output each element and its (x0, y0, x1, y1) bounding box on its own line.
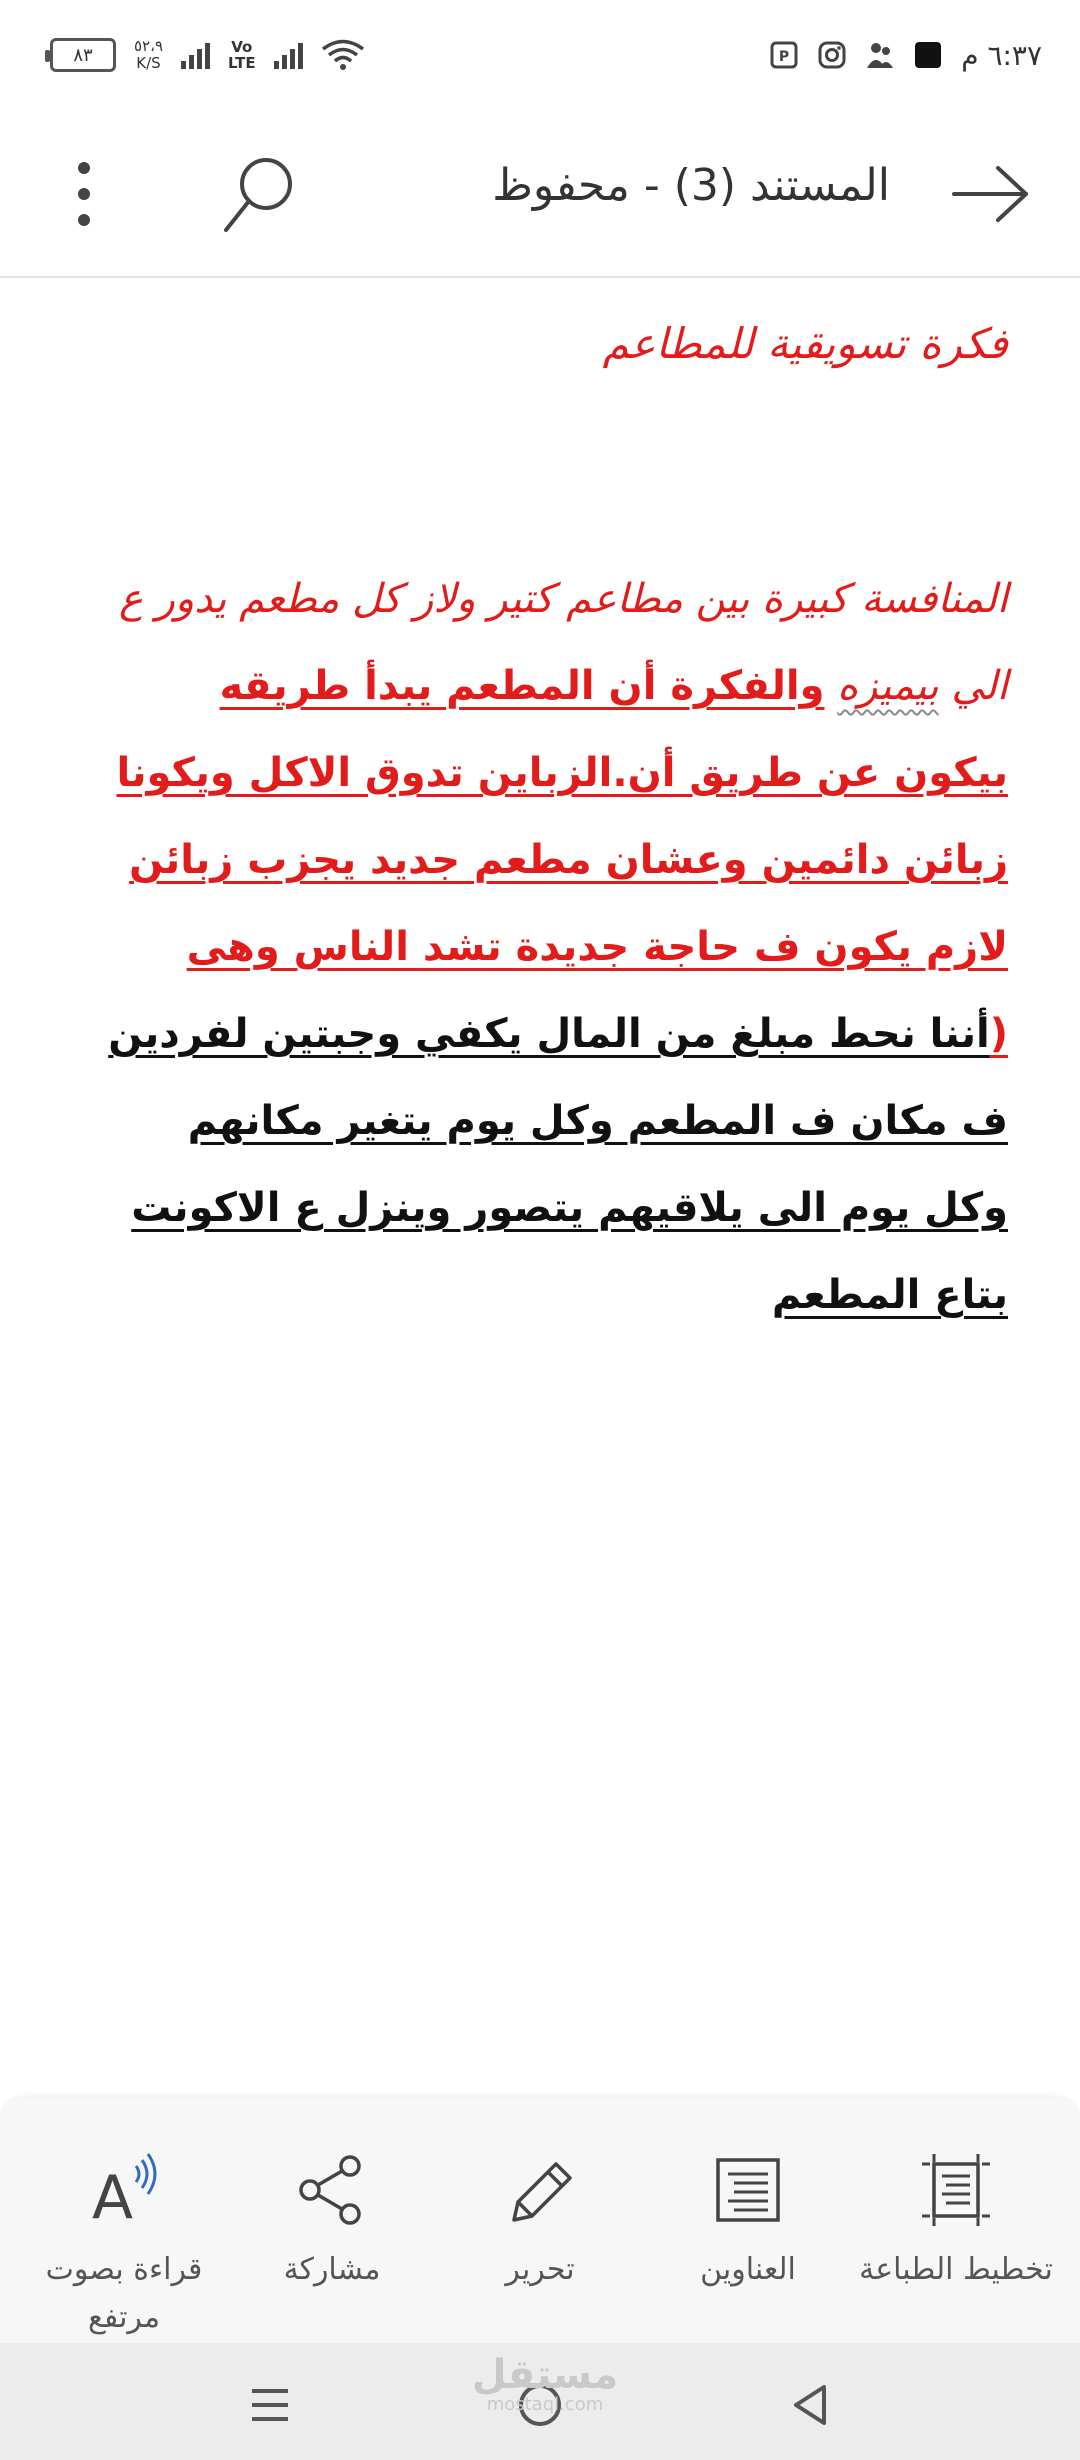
read-aloud-label: قراءة بصوت مرتفع (45, 2252, 203, 2335)
headings-icon (708, 2150, 788, 2230)
search-icon[interactable] (220, 152, 300, 236)
volte-top: Vo (231, 38, 253, 56)
menu-nav-icon[interactable] (240, 2375, 300, 2435)
bottom-toolbar (0, 2098, 1080, 2343)
volte-bottom: LTE (228, 54, 256, 72)
document-title: المستند (3) - محفوظ (492, 160, 890, 211)
watermark-logo (470, 2353, 620, 2413)
share-label: مشاركة (283, 2252, 381, 2287)
paragraph-black-bold: أننا نحط مبلغ من المال يكفي وجبتين لفردين ف مكان ف المطعم وكل يوم يتغير مكانهم وكل يوم الى يلاقيهم يتصور وينزل ع الاكونت بتاع المطعم (108, 1011, 1008, 1318)
document-body[interactable] (96, 290, 1008, 1339)
paragraph-red-bold: والفكرة أن المطعم يبدأ طريقه بيكون عن طريق أن.الزباين تدوق الاكل ويكونا زبائن دائمين وعشان مطعم جديد يجزب زبائن لازم يكون ف حاجة جديدة تشد الناس وهى ( (116, 663, 1008, 1057)
status-left-group (50, 38, 365, 72)
share-icon (292, 2150, 372, 2230)
battery-icon (50, 38, 116, 72)
net-speed (134, 38, 163, 72)
back-arrow-icon[interactable] (950, 162, 1030, 226)
headings-label: العناوين (700, 2252, 796, 2287)
net-speed-value: ٥٢،٩ (134, 37, 164, 55)
watermark-sub: mostaql.com (486, 2394, 604, 2415)
back-nav-icon[interactable] (780, 2375, 840, 2435)
headings-button[interactable] (648, 2150, 848, 2343)
signal-icon (181, 41, 210, 69)
edit-button[interactable] (440, 2150, 640, 2343)
status-right-group (769, 39, 1042, 72)
spelling-flagged-word: بيميزه (837, 663, 939, 709)
svg-text:P: P (779, 49, 790, 65)
print-layout-icon (916, 2150, 996, 2230)
publisher-app-icon (769, 40, 799, 70)
signal-icon-2 (274, 41, 303, 69)
black-square-app-icon (913, 40, 943, 70)
volte-indicator (228, 39, 256, 71)
pencil-icon (500, 2150, 580, 2230)
read-aloud-icon (84, 2150, 164, 2230)
edit-label: تحرير (505, 2252, 575, 2287)
people-app-icon (865, 40, 895, 70)
print-layout-label: تخطيط الطباعة (859, 2252, 1053, 2287)
share-button[interactable] (232, 2150, 432, 2343)
paragraph-space (824, 663, 837, 709)
print-layout-button[interactable] (856, 2150, 1056, 2343)
battery-level: ٨٣ (73, 44, 93, 66)
paragraph-intro: المنافسة كبيرة بين مطاعم كتير ولاز كل مطعم يدور ع الي (119, 576, 1008, 709)
instagram-icon (817, 40, 847, 70)
net-speed-unit: K/S (136, 54, 161, 72)
status-time: ٦:٣٧ م (961, 38, 1042, 72)
status-bar (0, 0, 1080, 110)
document-heading: فكرة تسويقية للمطاعم (602, 319, 1008, 368)
read-aloud-button[interactable] (24, 2150, 224, 2343)
document-paragraph (96, 556, 1008, 1339)
system-nav-bar (0, 2343, 1080, 2460)
wifi-icon (321, 38, 365, 72)
watermark-text: مستقل (471, 2352, 619, 2398)
app-bar (0, 110, 1080, 278)
svg-text:A: A (92, 2163, 134, 2230)
more-options-icon[interactable] (70, 162, 98, 226)
